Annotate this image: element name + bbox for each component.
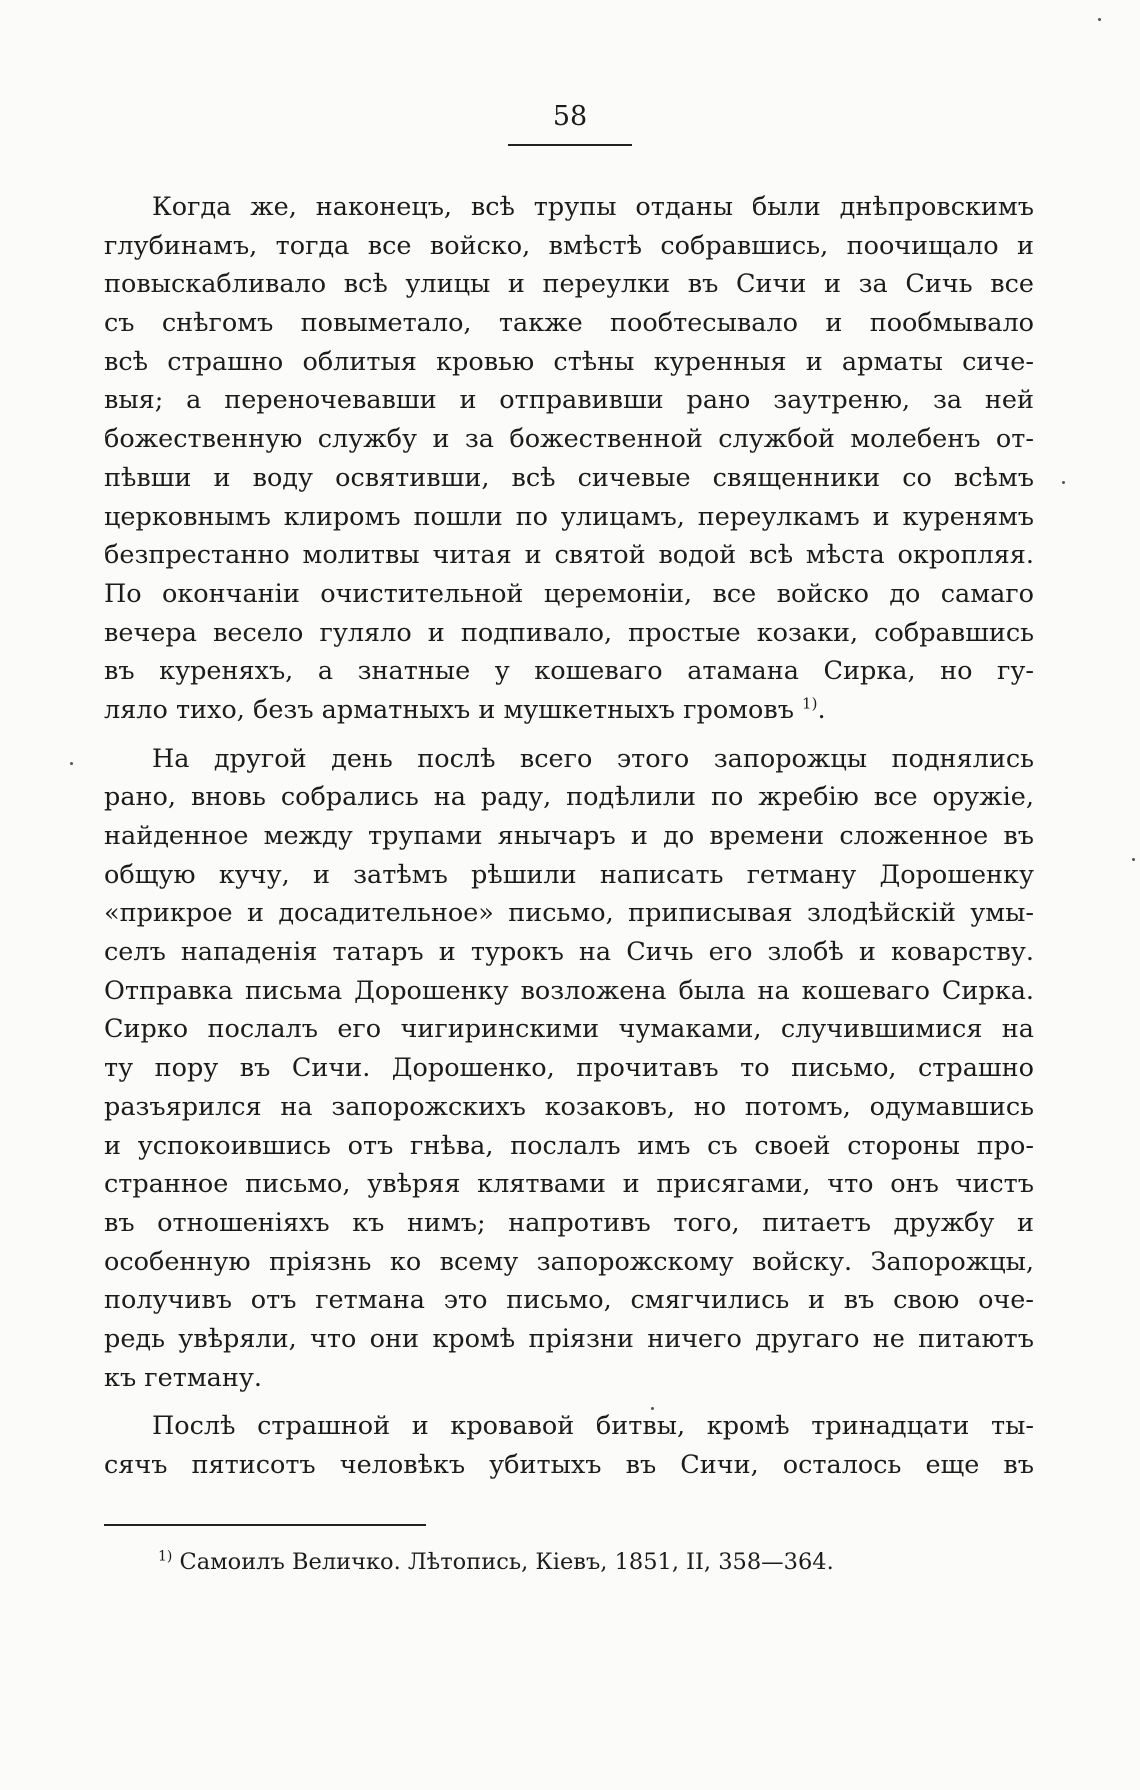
text-line: безпрестанно молитвы читая и святой водой всѣ мѣста окропляя.	[104, 540, 1034, 571]
text-line: особенную пріязнь ко всему запорожскому войску. Запорожцы,	[104, 1246, 1034, 1277]
text-line: къ гетману.	[104, 1362, 262, 1393]
text-line: получивъ отъ гетмана это письмо, смягчились и въ свою оче-	[104, 1285, 1034, 1316]
text-line: глубинамъ, тогда все войско, вмѣстѣ собравшись, поочищало и	[104, 230, 1034, 261]
text-line: странное письмо, увѣряя клятвами и присягами, что онъ чистъ	[104, 1169, 1034, 1200]
footnote-rule	[104, 1524, 426, 1526]
text-line: редь увѣряли, что они кромѣ пріязни ничего другаго не питаютъ	[104, 1323, 1034, 1354]
text-line: найденное между трупами янычаръ и до времени сложенное въ	[104, 821, 1034, 851]
text-line: съ снѣгомъ повыметало, также пообтесывало и пообмывало	[104, 308, 1034, 339]
text-line: «прикрое и досадительное» письмо, приписывая злодѣйскій умы-	[104, 898, 1034, 929]
text-line: разъярился на запорожскихъ козаковъ, но потомъ, одумавшись	[104, 1091, 1034, 1122]
text-line: ту пору въ Сичи. Дорошенко, прочитавъ то письмо, страшно	[104, 1053, 1034, 1084]
text-line: селъ нападенія татаръ и турокъ на Сичь его злобѣ и коварству.	[104, 937, 1034, 968]
text-line: божественную службу и за божественной службой молебенъ от-	[104, 424, 1034, 455]
paragraph-2	[104, 740, 1034, 1398]
footnote	[158, 1544, 1028, 1580]
page-number-rule	[508, 144, 632, 146]
scan-speck	[70, 762, 73, 765]
paragraph-1	[104, 188, 1034, 730]
text-line: вечера весело гуляло и подпивало, простые козаки, собравшись	[104, 617, 1034, 648]
text-line: Сирко послалъ его чигиринскими чумаками, случившимися на	[104, 1014, 1034, 1045]
footnote-reference: 1)	[802, 694, 818, 713]
text-line: повыскабливало всѣ улицы и переулки въ Сичи и за Сичь все	[104, 269, 1034, 300]
text-line: Отправка письма Дорошенку возложена была на кошеваго Сирка.	[104, 975, 1034, 1006]
text-line: Послѣ страшной и кровавой битвы, кромѣ тринадцати ты-	[152, 1411, 1034, 1442]
footnote-marker: 1)	[158, 1548, 173, 1565]
text-line-with-footnote: ляло тихо, безъ арматныхъ и мушкетныхъ громовъ $^{1)}$.	[104, 694, 826, 725]
text-line: рано, вновь собрались на раду, подѣлили по жребію все оружіе,	[104, 782, 1034, 813]
footnote-text: Самоилъ Величко. Лѣтопись, Кіевъ, 1851, II, 358—364.	[179, 1549, 834, 1575]
text-line: выя; а переночевавши и отправивши рано заутреню, за ней	[104, 385, 1034, 416]
scan-speck	[1132, 858, 1135, 861]
text-line: въ куреняхъ, а знатные у кошеваго атамана Сирка, но гу-	[104, 656, 1034, 687]
text-line: ляло тихо, безъ арматныхъ и мушкетныхъ громовъ	[104, 694, 794, 725]
scan-speck	[1062, 481, 1065, 484]
text-line: церковнымъ клиромъ пошли по улицамъ, переулкамъ и куренямъ	[104, 501, 1034, 532]
scan-speck	[1098, 18, 1101, 21]
text-line: и успокоившись отъ гнѣва, послалъ имъ съ своей стороны про-	[104, 1130, 1034, 1161]
paragraph-3	[104, 1407, 1034, 1484]
text-line: пѣвши и воду освятивши, всѣ сичевые священники со всѣмъ	[104, 462, 1034, 493]
page-number: 58	[552, 101, 588, 132]
scan-speck	[651, 1407, 654, 1410]
text-line: На другой день послѣ всего этого запорожцы поднялись	[152, 743, 1034, 774]
text-line: общую кучу, и затѣмъ рѣшили написать гетману Дорошенку	[104, 859, 1034, 890]
text-line: По окончаніи очистительной церемоніи, все войско до самаго	[104, 578, 1034, 609]
text-line: Когда же, наконецъ, всѣ трупы отданы были днѣпровскимъ	[152, 192, 1034, 222]
text-line: всѣ страшно облитыя кровью стѣны куренныя и арматы сиче-	[104, 346, 1034, 377]
body-text	[104, 188, 1034, 1485]
text-line: въ отношеніяхъ къ нимъ; напротивъ того, питаетъ дружбу и	[104, 1207, 1034, 1238]
text-line: сячъ пятисотъ человѣкъ убитыхъ въ Сичи, осталось еще въ	[104, 1450, 1034, 1480]
